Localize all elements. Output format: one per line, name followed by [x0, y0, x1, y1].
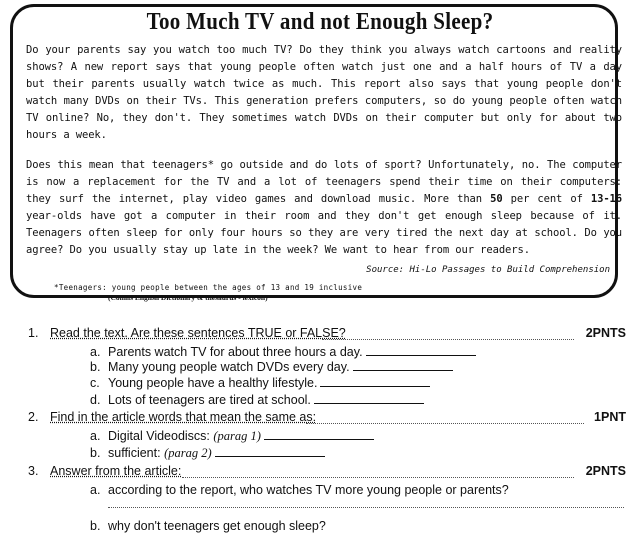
question-3-leader [182, 477, 574, 478]
question-2: 2. Find in the article words that mean the same as: [28, 410, 317, 424]
footnote-credit: (Collins English Dictionary & thesaurus - lexicon) [108, 293, 268, 302]
q1-answer-d[interactable] [314, 403, 424, 404]
q2-answer-a[interactable] [264, 439, 374, 440]
q2-answer-b[interactable] [215, 456, 325, 457]
article-source: Source: Hi-Lo Passages to Build Comprehension [366, 265, 610, 275]
question-3: 3. Answer from the article: [28, 464, 182, 478]
q3-answer-a-line[interactable] [108, 507, 624, 508]
article-paragraph-2: Does this mean that teenagers* go outside and do lots of sport? Unfortunately, no. The computer is now a replacement for the TV and a lot of teenagers spend their time on their computers: they surf the internet, play video games and download music. More than 50 per cent of 13-16 year-olds have got a computer in their room and they don't get enough sleep because of it. Teenagers often sleep for only four hours so they are very tired the next day at school. Do you agree? Do you usually stay up late in the week? We want to hear from our readers. [26, 159, 622, 256]
q2-item-b: b. sufficient: (parag 2) [90, 446, 325, 461]
article-paragraph-1: Do your parents say you watch too much TV? Do they think you always watch cartoons and reality shows? A new report says that young people often watch just one and a half hours of TV a day but their parents usually watch twice as much. This report also says that young people don't watch many DVDs on their TVs. This generation prefers computers, so do young people often watch TV online? No, they don't. They sometimes watch DVDs on their computer but only for about two hours a week. [26, 44, 622, 141]
footnote: *Teenagers: young people between the ages of 13 and 19 inclusive [54, 283, 363, 292]
q2-item-a: a. Digital Videodiscs: (parag 1) [90, 429, 374, 444]
question-1-leader [322, 339, 574, 340]
question-2-points: 1PNT [594, 410, 626, 424]
article-title: Too Much TV and not Enough Sleep? [146, 7, 494, 35]
q3-item-a: a. according to the report, who watches TV more young people or parents? [90, 483, 509, 497]
q1-answer-c[interactable] [320, 386, 430, 387]
q1-item-c: c. Young people have a healthy lifestyle. [90, 376, 430, 390]
q3-item-b: b. why don't teenagers get enough sleep? [90, 519, 326, 533]
q1-item-a: a. Parents watch TV for about three hours a day. [90, 345, 476, 359]
question-3-points: 2PNTS [585, 464, 626, 478]
q1-answer-a[interactable] [366, 355, 476, 356]
q1-item-d: d. Lots of teenagers are tired at school. [90, 393, 424, 407]
q1-item-b: b. Many young people watch DVDs every day. [90, 360, 453, 374]
question-2-leader [306, 423, 584, 424]
question-1-points: 2PNTS [585, 326, 626, 340]
question-1: 1. Read the text. Are these sentences TRUE or FALSE? [28, 326, 346, 340]
q1-answer-b[interactable] [353, 370, 453, 371]
